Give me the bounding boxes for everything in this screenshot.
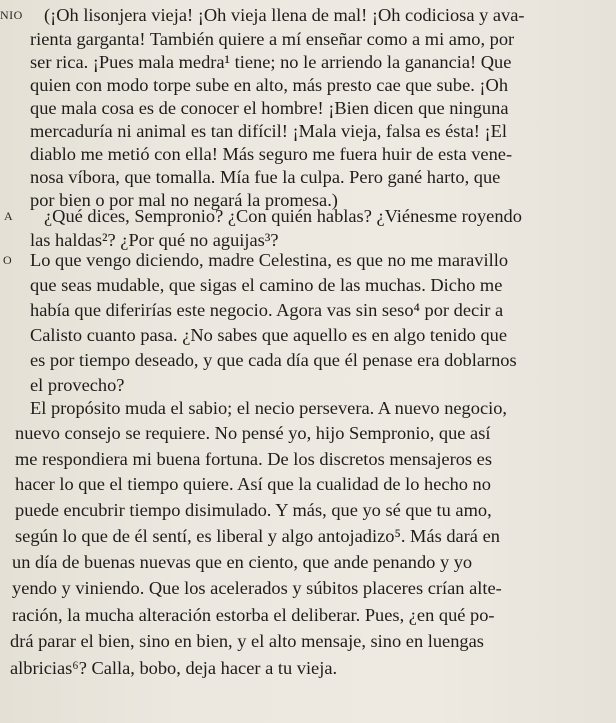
- text-line: quien con modo torpe sube en alto, más presto cae que sube. ¡Oh: [30, 75, 509, 95]
- text-line: yendo y viniendo. Que los acelerados y súbitos placeres crían alte-: [12, 578, 502, 598]
- text-line: según lo que de él sentí, es liberal y algo antojadizo⁵. Más dará en: [15, 526, 500, 546]
- text-line: Calisto cuanto pasa. ¿No sabes que aquello es en algo tenido que: [30, 325, 507, 345]
- text-line: drá parar el bien, sino en bien, y el alto mensaje, sino en luengas: [10, 631, 484, 651]
- text-line: rienta garganta! También quiere a mí enseñar como a mi amo, por: [30, 29, 515, 49]
- text-line: que seas mudable, que sigas el camino de las muchas. Dicho me: [30, 275, 503, 295]
- text-line: albricias⁶? Calla, bobo, deja hacer a tu vieja.: [10, 658, 338, 678]
- text-line: ¿Qué dices, Sempronio? ¿Con quién hablas? ¿Viénesme royendo: [44, 206, 522, 226]
- text-line: por bien o por mal no negará la promesa.): [30, 190, 338, 210]
- text-line: las haldas²? ¿Por qué no aguijas³?: [30, 230, 279, 250]
- text-line: ser rica. ¡Pues mala medra¹ tiene; no le arriendo la ganancia! Que: [30, 52, 512, 72]
- text-line: el provecho?: [30, 375, 125, 395]
- text-line: diablo me metió con ella! Más seguro me fuera huir de esta vene-: [30, 144, 513, 164]
- text-line: un día de buenas nuevas que en ciento, que ande penando y yo: [12, 552, 473, 572]
- text-line: es por tiempo deseado, y que cada día que él penase era doblarnos: [30, 350, 517, 370]
- speaker-label: NIO: [0, 8, 23, 22]
- text-line: hacer lo que el tiempo quiere. Así que la cualidad de lo hecho no: [15, 474, 491, 494]
- text-line: me respondiera mi buena fortuna. De los discretos mensajeros es: [15, 449, 492, 469]
- text-line: puede encubrir tiempo disimulado. Y más, que yo sé que tu amo,: [15, 500, 492, 520]
- speaker-label: A: [4, 209, 14, 223]
- text-line: Lo que vengo diciendo, madre Celestina, es que no me maravillo: [30, 250, 509, 270]
- text-line: (¡Oh lisonjera vieja! ¡Oh vieja llena de mal! ¡Oh codiciosa y ava-: [44, 5, 525, 25]
- text-line: mercaduría ni animal es tan difícil! ¡Mala vieja, falsa es ésta! ¡El: [30, 121, 507, 141]
- speaker-label: O: [3, 253, 13, 267]
- text-line: nosa víbora, que tomalla. Mía fue la culpa. Pero gané harto, que: [30, 167, 501, 187]
- text-line: ración, la mucha alteración estorba el deliberar. Pues, ¿en qué po-: [12, 605, 495, 625]
- text-line: nuevo consejo se requiere. No pensé yo, hijo Sempronio, que así: [15, 423, 491, 443]
- text-line: El propósito muda el sabio; el necio persevera. A nuevo negocio,: [30, 398, 508, 418]
- text-line: que mala cosa es de conocer el hombre! ¡Bien dicen que ninguna: [30, 98, 509, 118]
- text-line: había que diferirías este negocio. Agora vas sin seso⁴ por decir a: [30, 300, 504, 320]
